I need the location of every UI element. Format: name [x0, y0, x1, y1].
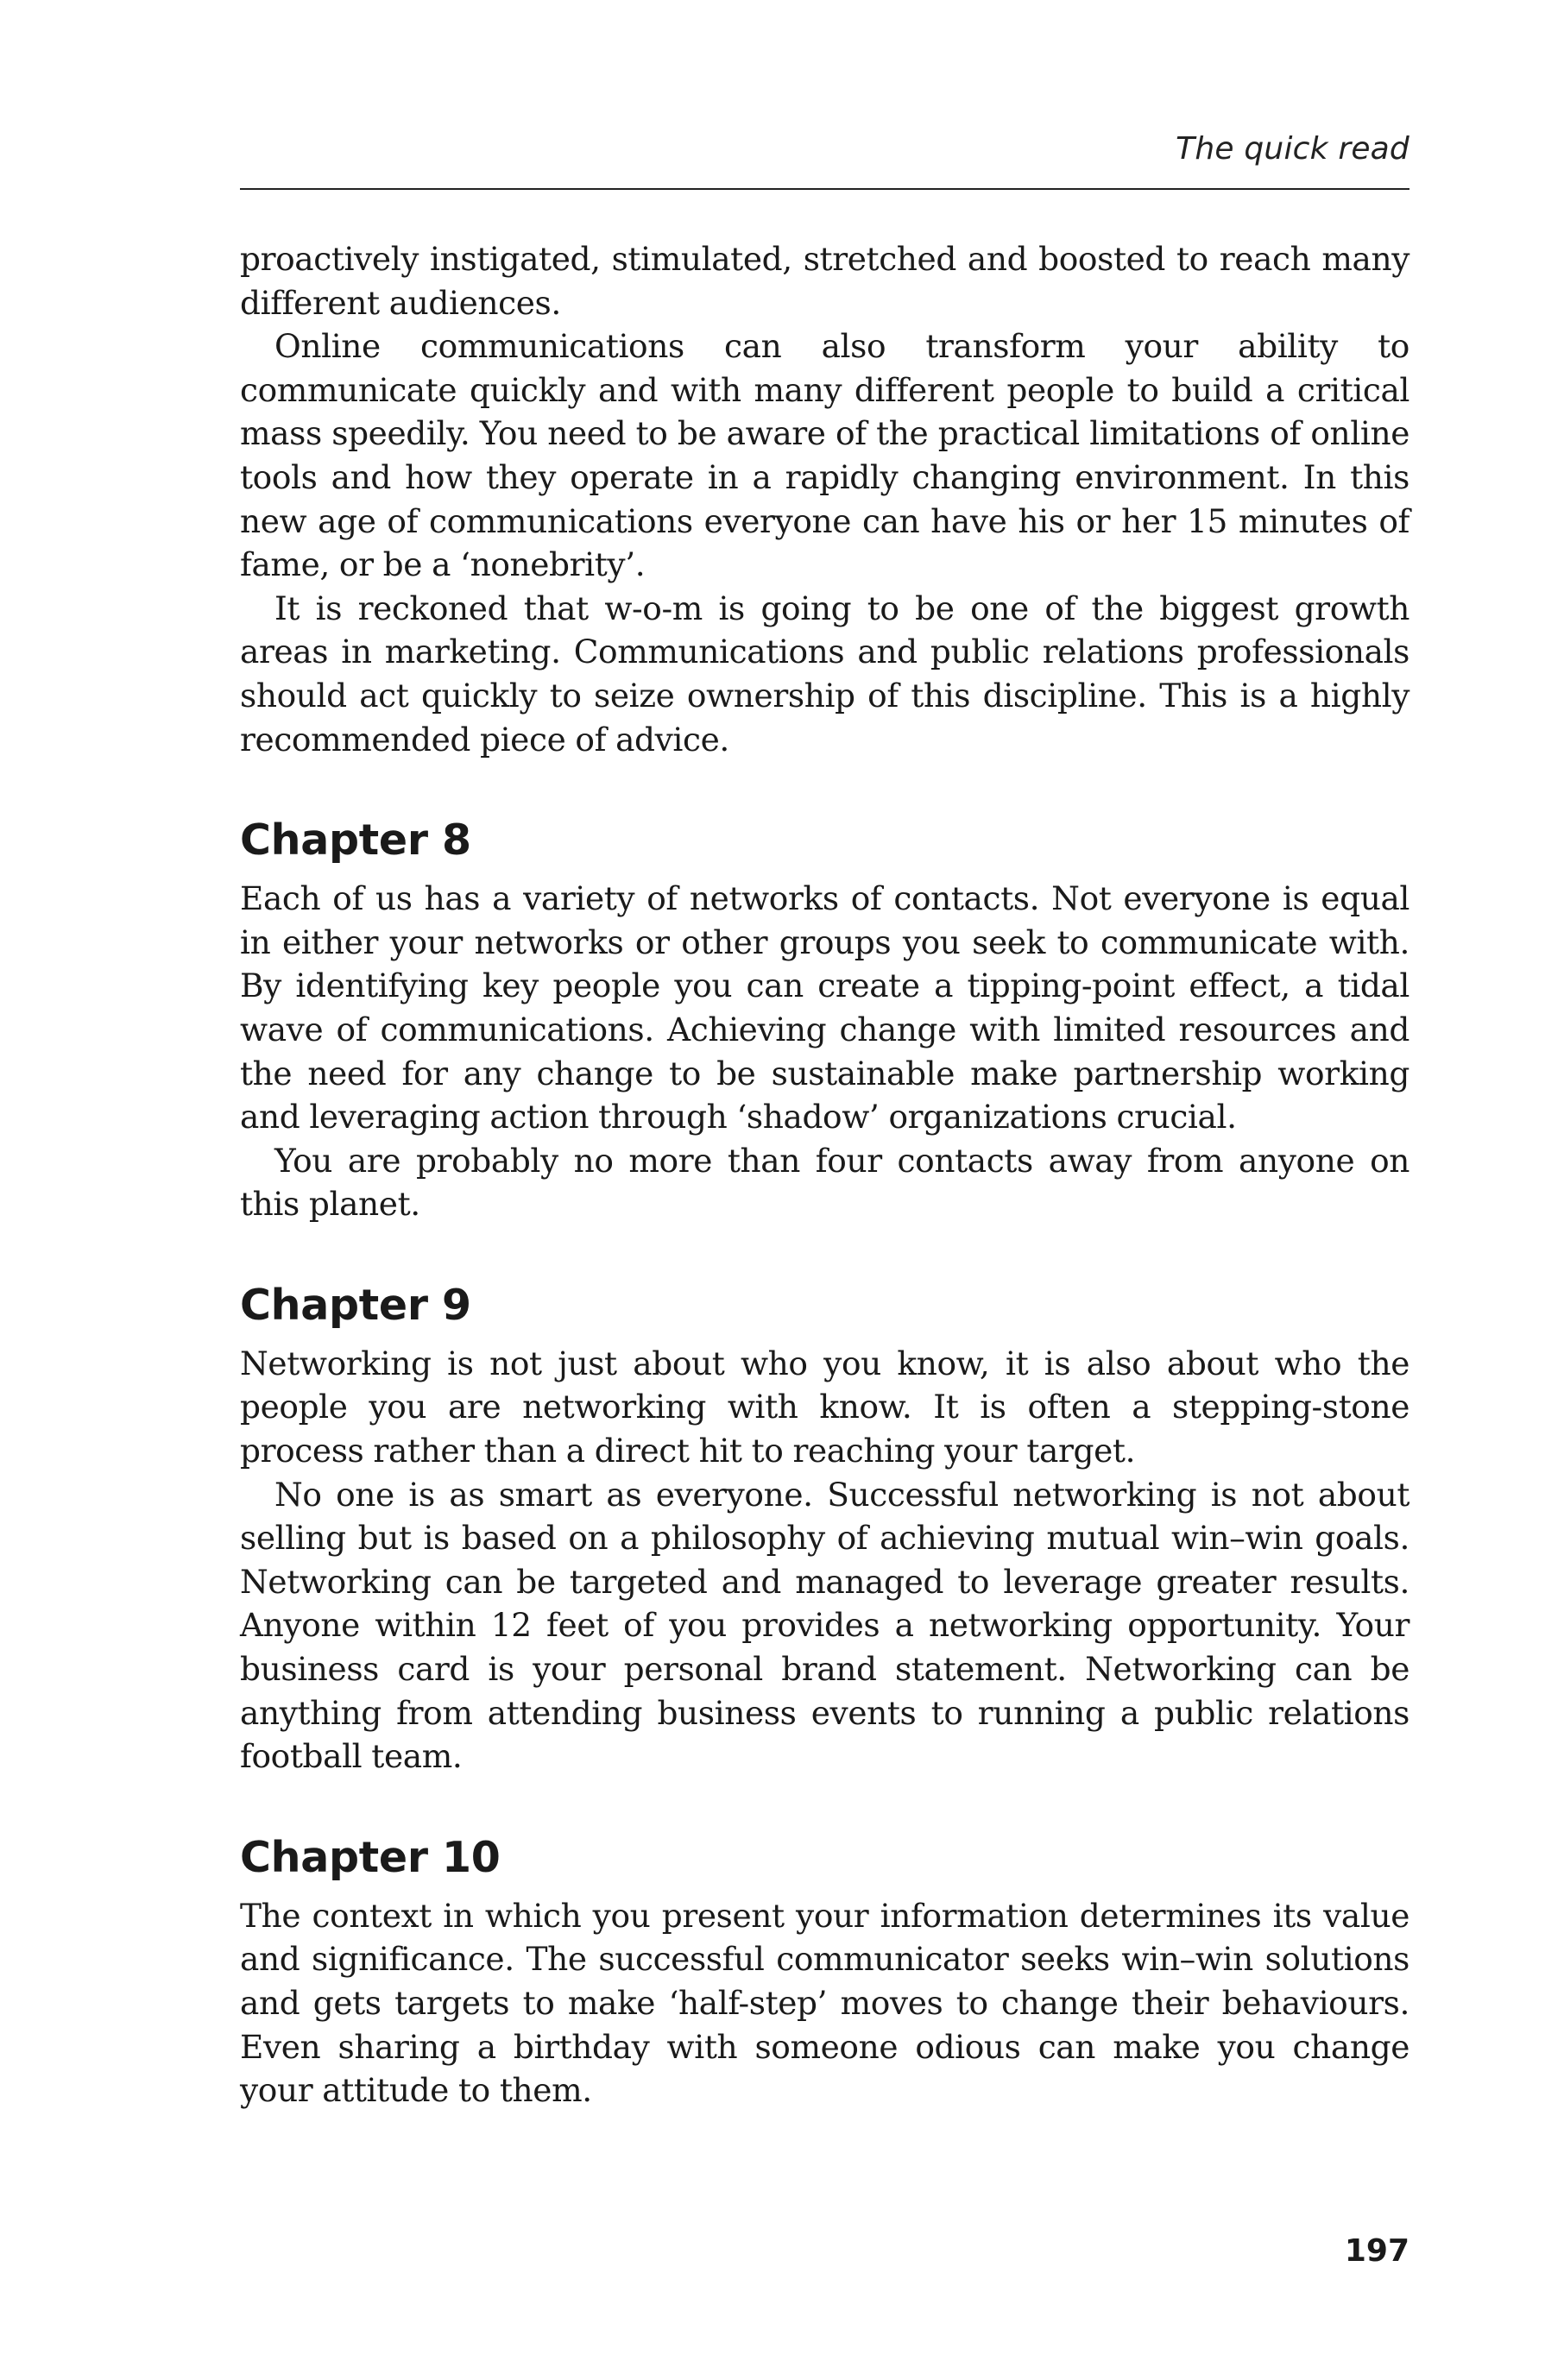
intro-section — [240, 237, 1409, 761]
body-paragraph: Each of us has a variety of networks of contacts. Not everyone is equal in either your networks or other groups you seek to communicate with. By identifying key people you can create a tipping-point effect, a tidal wave of communications. Achieving change with limited resources and the need for any change to be sustainable make partnership working and leveraging action through ‘shadow’ organizations crucial. — [240, 879, 1409, 1136]
chapter-heading: Chapter 10 — [240, 1832, 501, 1882]
chapter-8-section — [240, 815, 1409, 1226]
running-head: The quick read — [1176, 131, 1409, 167]
body-paragraph: Networking is not just about who you know, it is also about who the people you are networking with know. It is often a stepping-stone process rather than a direct hit to reaching your target. — [240, 1344, 1409, 1470]
page-number: 197 — [1344, 2233, 1409, 2269]
body-paragraph: proactively instigated, stimulated, stretched and boosted to reach many different audiences. — [240, 240, 1409, 322]
body-paragraph: You are probably no more than four contacts away from anyone on this planet. — [240, 1141, 1409, 1224]
chapter-heading: Chapter 8 — [240, 815, 471, 866]
body-paragraph: Online communications can also transform your ability to communicate quickly and with many different people to build a critical mass speedily. You need to be aware of the practical limitations of online tools and how they operate in a rapidly changing environment. In this new age of communications everyone can have his or her 15 minutes of fame, or be a ‘nonebrity’. — [240, 327, 1409, 584]
header-rule — [240, 188, 1409, 190]
body-paragraph: It is reckoned that w-o-m is going to be one of the biggest growth areas in marketing. Communications and public relations professionals should act quickly to seize ownership of this discipline. This is a highly recommended piece of advice. — [240, 589, 1409, 759]
chapter-10-section — [240, 1832, 1409, 2112]
page-body — [240, 237, 1409, 2112]
body-paragraph: No one is as smart as everyone. Successful networking is not about selling but is based on a philosophy of achieving mutual win–win goals. Networking can be targeted and managed to leverage greater results. Anyone within 12 feet of you provides a networking opportunity. Your business card is your personal brand statement. Networking can be anything from attending business events to running a public relations football team. — [240, 1475, 1409, 1776]
body-paragraph: The context in which you present your information determines its value and significance. The successful communicator seeks win–win solutions and gets targets to make ‘half-step’ moves to change their behaviours. Even sharing a birthday with someone odious can make you change your attitude to them. — [240, 1896, 1409, 2110]
chapter-9-section — [240, 1280, 1409, 1779]
chapter-heading: Chapter 9 — [240, 1280, 471, 1330]
